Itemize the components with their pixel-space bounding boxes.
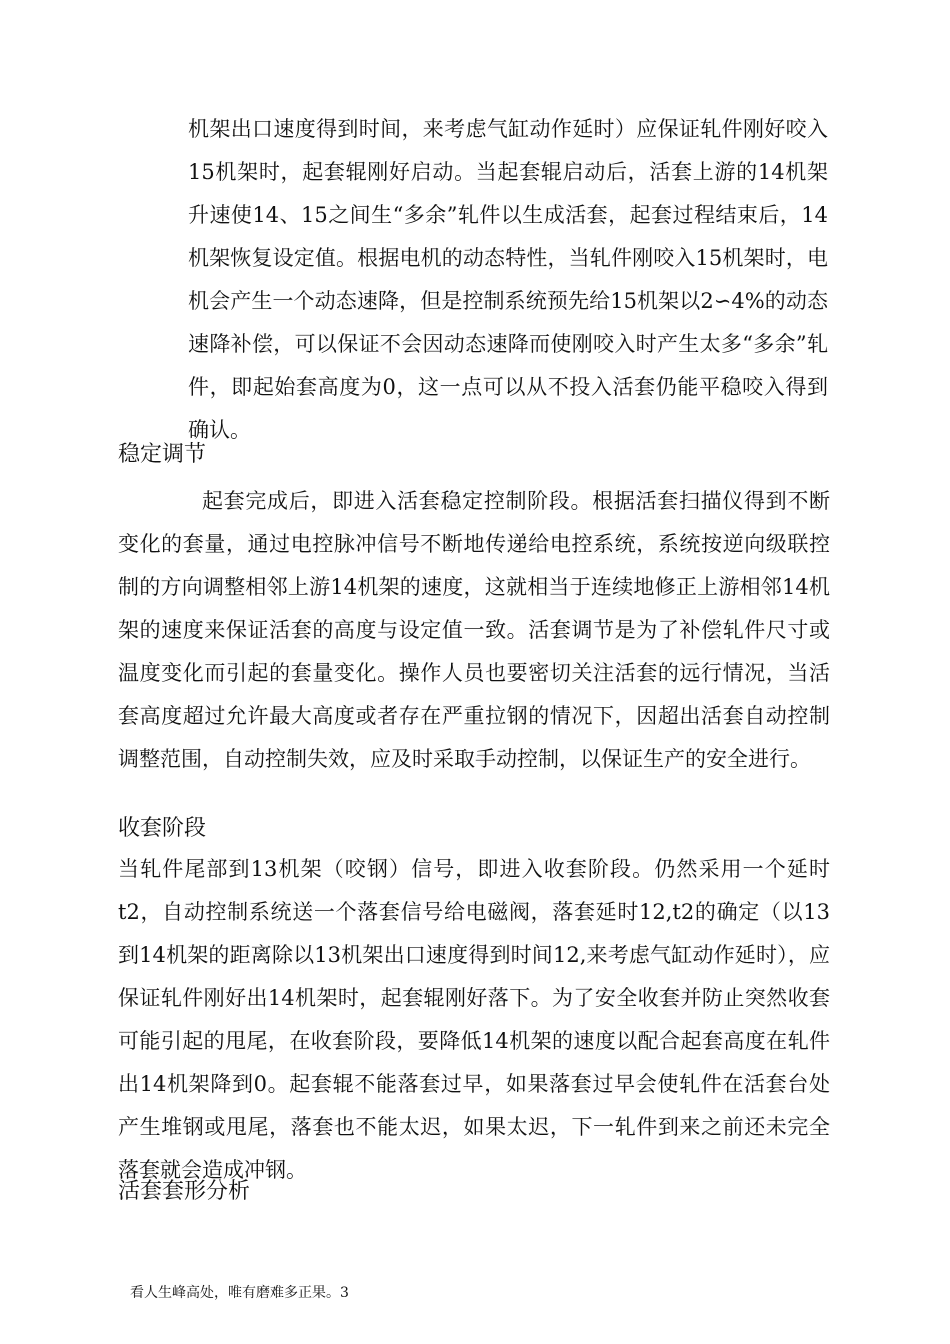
heading-loop-retract: 收套阶段 — [118, 816, 207, 841]
heading-loop-shape-analysis: 活套套形分析 — [118, 1179, 251, 1204]
heading-stable-regulation: 稳定调节 — [118, 442, 207, 467]
page-footer: 看人生峰高处，唯有磨难多正果。3 — [130, 1285, 349, 1301]
paragraph-loop-startup: 机架出口速度得到时间，来考虑气缸动作延时）应保证轧件刚好咬入15机架时，起套辊刚好启动。当起套辊启动后，活套上游的14机架升速使14、15之间生“多余”轧件以生成活套，起套过程结束后，14机架恢复设定值。根据电机的动态特性，当轧件刚咬入15机架时，电机会产生一个动态速降，但是控制系统预先给15机架以2∽4%的动态速降补偿，可以保证不会因动态速降而使刚咬入时产生太多“多余”轧件，即起始套高度为0，这一点可以从不投入活套仍能平稳咬入得到确认。 — [188, 117, 828, 442]
paragraph-stable-regulation: 起套完成后，即进入活套稳定控制阶段。根据活套扫描仪得到不断变化的套量，通过电控脉冲信号不断地传递给电控系统，系统按逆向级联控制的方向调整相邻上游14机架的速度，这就相当于连续地修正上游相邻14机架的速度来保证活套的高度与设定值一致。活套调节是为了补偿轧件尺寸或温度变化而引起的套量变化。操作人员也要密切关注活套的远行情况，当活套高度超过允许最大高度或者存在严重拉钢的情况下，因超出活套自动控制调整范围，自动控制失效，应及时采取手动控制，以保证生产的安全进行。 — [118, 489, 830, 771]
paragraph-loop-retract: 当轧件尾部到13机架（咬钢）信号，即进入收套阶段。仍然采用一个延时t2，自动控制系统送一个落套信号给电磁阀，落套延时12,t2的确定（以13到14机架的距离除以13机架出口速度得到时间12,来考虑气缸动作延时），应保证轧件刚好出14机架时，起套辊刚好落下。为了安全收套并防止突然收套可能引起的甩尾，在收套阶段，要降低14机架的速度以配合起套高度在轧件出14机架降到0。起套辊不能落套过早，如果落套过早会使轧件在活套台处产生堆钢或甩尾，落套也不能太迟，如果太迟，下一轧件到来之前还未完全落套就会造成冲钢。 — [118, 857, 830, 1182]
